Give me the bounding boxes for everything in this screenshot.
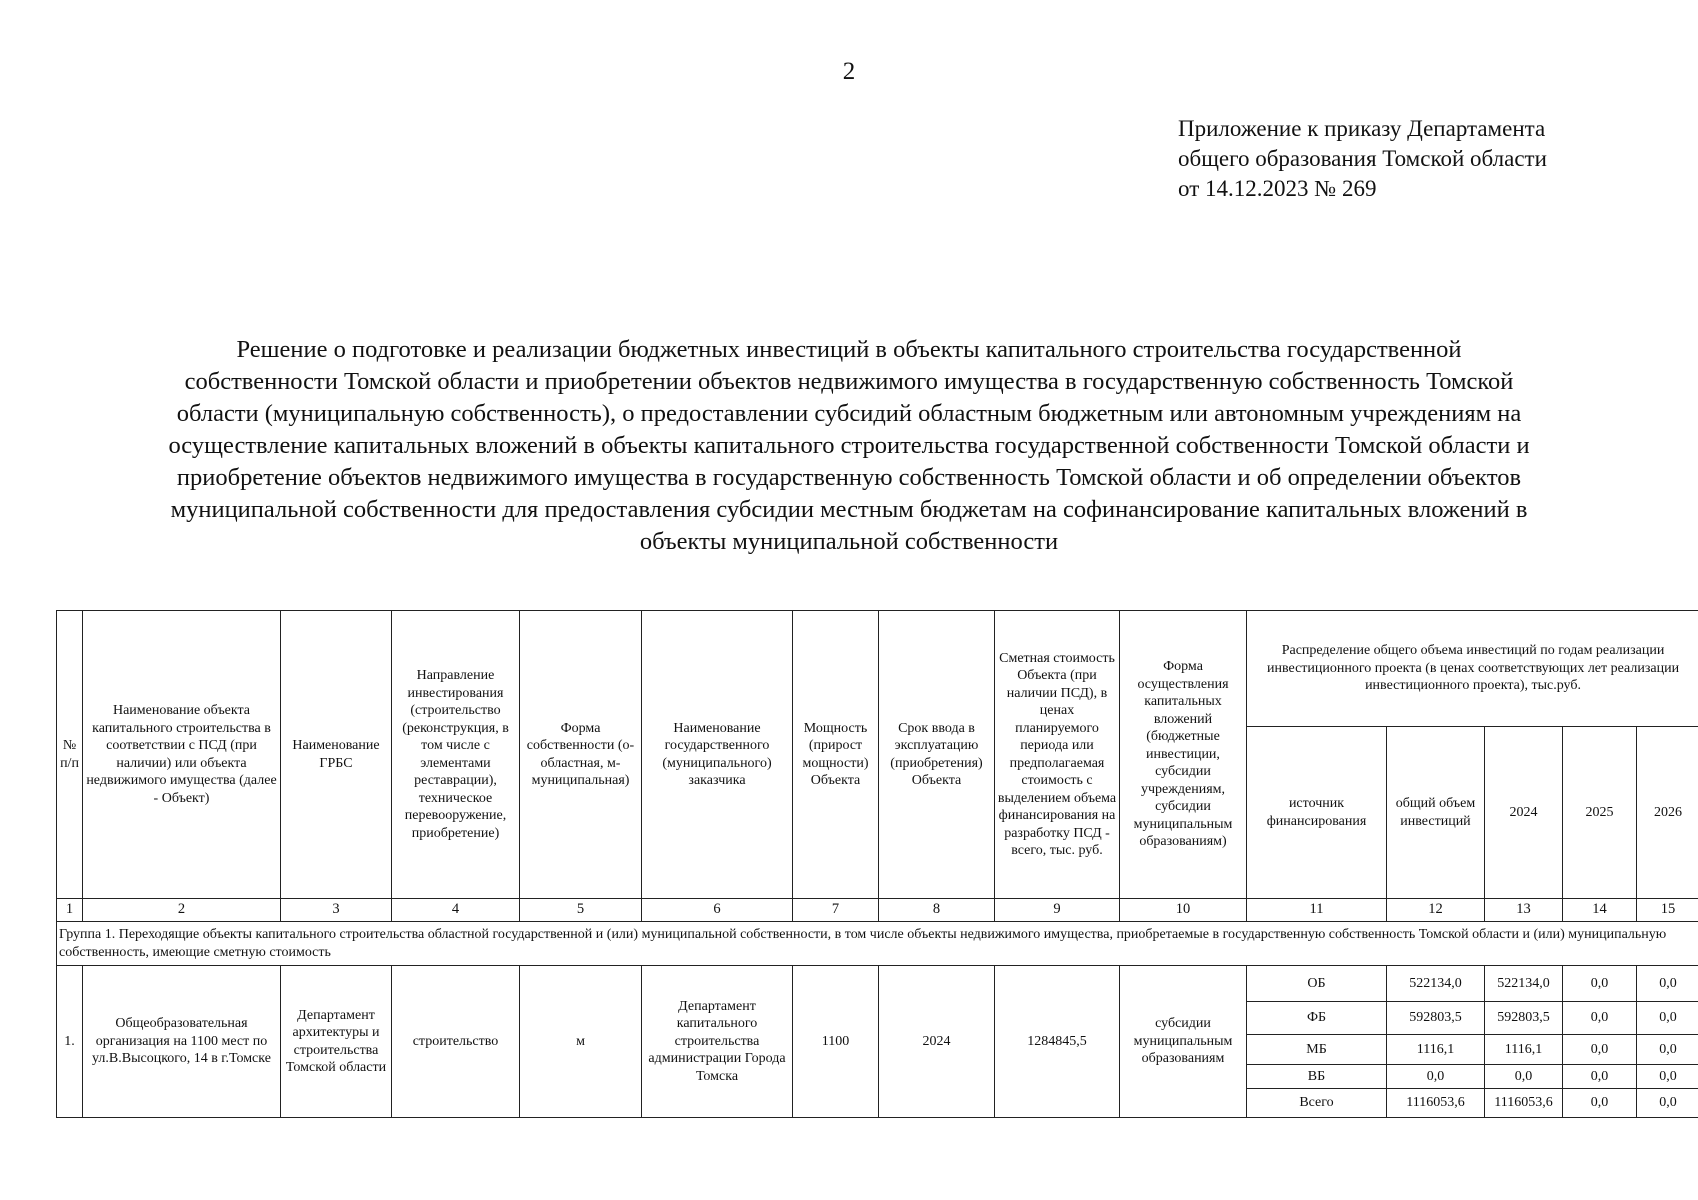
column-number: 3 [281,899,392,922]
grbs-name: Департамент архитектуры и строительства Томской области [281,966,392,1118]
financing-total: 592803,5 [1387,1002,1485,1035]
header-cell-ownership-form: Форма собственности (о-областная, м-муниципальная) [520,611,642,899]
financing-2025: 0,0 [1563,1065,1637,1089]
header-cell-customer: Наименование государственного (муниципального) заказчика [642,611,793,899]
financing-source: ОБ [1247,966,1387,1002]
header-cell-grbs: Наименование ГРБС [281,611,392,899]
financing-2024: 522134,0 [1485,966,1563,1002]
financing-source: ВБ [1247,1065,1387,1089]
investment-form: субсидии муниципальным образованиям [1120,966,1247,1118]
column-number-row [57,899,1698,922]
financing-2026: 0,0 [1637,1035,1698,1065]
financing-2026: 0,0 [1637,1089,1698,1118]
title-line: осуществление капитальных вложений в объекты капитального строительства государственной собственности Томской области и [168,432,1530,459]
column-number: 15 [1637,899,1698,922]
column-number: 5 [520,899,642,922]
object-name: Общеобразовательная организация на 1100 мест по ул.В.Высоцкого, 14 в г.Томске [83,966,281,1118]
financing-2025: 0,0 [1563,1002,1637,1035]
header-cell-capacity: Мощность (прирост мощности) Объекта [793,611,879,899]
financing-2024: 592803,5 [1485,1002,1563,1035]
financing-2024: 0,0 [1485,1065,1563,1089]
investment-table [56,610,1698,1118]
header-cell-year-2025: 2025 [1563,727,1637,899]
appendix-line-3: от 14.12.2023 № 269 [1178,176,1377,201]
column-number: 2 [83,899,281,922]
column-number: 14 [1563,899,1637,922]
financing-total: 1116,1 [1387,1035,1485,1065]
header-cell-financing-source: источник финансирования [1247,727,1387,899]
financing-total: 1116053,6 [1387,1089,1485,1118]
financing-2026: 0,0 [1637,1065,1698,1089]
financing-source: ФБ [1247,1002,1387,1035]
financing-source: Всего [1247,1089,1387,1118]
financing-total: 522134,0 [1387,966,1485,1002]
header-cell-year-2026: 2026 [1637,727,1698,899]
group-title: Группа 1. Переходящие объекты капитального строительства областной государственной и (или) муниципальной собственности, в том числе объекты недвижимого имущества, приобретаемые в государственную собственность Томской области и (или) муниципальную собственность, имеющие сметную стоимость [57,922,1698,966]
header-cell-estimated-cost: Сметная стоимость Объекта (при наличии ПСД), в ценах планируемого периода или предполагаемая стоимость с выделением объема финансирования на разработку ПСД - всего, тыс. руб. [995,611,1120,899]
customer-name: Департамент капитального строительства администрации Города Томска [642,966,793,1118]
investment-direction: строительство [392,966,520,1118]
appendix-note [1178,114,1547,204]
header-cell-commission-date: Срок ввода в эксплуатацию (приобретения) Объекта [879,611,995,899]
column-number: 13 [1485,899,1563,922]
title-line: Решение о подготовке и реализации бюджетных инвестиций в объекты капитального строительства государственной [236,336,1462,363]
title-line: муниципальной собственности для предоставления субсидии местным бюджетам на софинансирование капитальных вложений в [170,496,1528,523]
header-cell-distribution: Распределение общего объема инвестиций по годам реализации инвестиционного проекта (в ценах соответствующих лет реализации инвестиционного проекта), тыс.руб. [1247,611,1698,727]
financing-2026: 0,0 [1637,1002,1698,1035]
header-cell-investment-form: Форма осуществления капитальных вложений (бюджетные инвестиции, субсидии учреждениям, субсидии муниципальным образованиям) [1120,611,1247,899]
financing-source: МБ [1247,1035,1387,1065]
financing-2025: 0,0 [1563,1089,1637,1118]
appendix-line-1: Приложение к приказу Департамента [1178,116,1546,141]
column-number: 10 [1120,899,1247,922]
title-line: приобретение объектов недвижимого имущества в государственную собственность Томской области и об определении объектов [176,464,1522,491]
column-number: 8 [879,899,995,922]
financing-2024: 1116,1 [1485,1035,1563,1065]
capacity-value: 1100 [793,966,879,1118]
financing-2025: 0,0 [1563,966,1637,1002]
header-cell-year-2024: 2024 [1485,727,1563,899]
document-title [55,334,1643,558]
column-number: 9 [995,899,1120,922]
title-line: объекты муниципальной собственности [639,528,1059,555]
column-number: 6 [642,899,793,922]
header-cell-number: № п/п [57,611,83,899]
financing-total: 0,0 [1387,1065,1485,1089]
page-number: 2 [842,58,856,85]
column-number: 11 [1247,899,1387,922]
column-number: 7 [793,899,879,922]
commission-year: 2024 [879,966,995,1118]
title-line: собственности Томской области и приобретении объектов недвижимого имущества в государственную собственность Томской [184,368,1514,395]
column-number: 1 [57,899,83,922]
financing-2025: 0,0 [1563,1035,1637,1065]
column-number: 4 [392,899,520,922]
financing-2024: 1116053,6 [1485,1089,1563,1118]
header-cell-object-name: Наименование объекта капитального строительства в соответствии с ПСД (при наличии) или объекта недвижимого имущества (далее - Объект) [83,611,281,899]
row-number: 1. [57,966,83,1118]
estimated-cost: 1284845,5 [995,966,1120,1118]
column-number: 12 [1387,899,1485,922]
title-line: области (муниципальную собственность), о предоставлении субсидий областным бюджетным или автономным учреждениям на [176,400,1522,427]
header-cell-investment-direction: Направление инвестирования (строительство (реконструкция, в том числе с элементами реставрации), техническое перевооружение, приобретение) [392,611,520,899]
ownership-form: м [520,966,642,1118]
appendix-line-2: общего образования Томской области [1178,146,1547,171]
header-cell-total-investment: общий объем инвестиций [1387,727,1485,899]
financing-2026: 0,0 [1637,966,1698,1002]
